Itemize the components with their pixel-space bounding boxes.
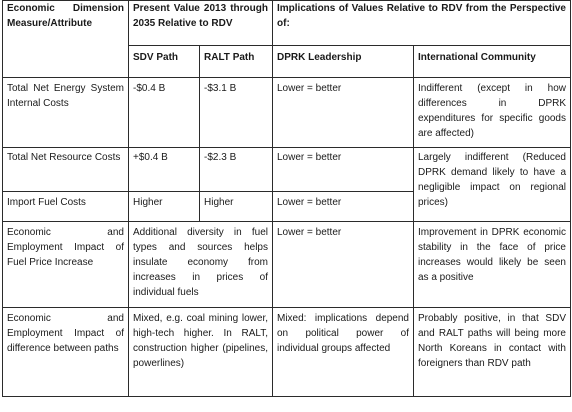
table-row [3,148,571,192]
row-measure: Economic and Employment Impact of Fuel Price Increase [3,222,129,308]
row-intl-implication: Largely indifferent (Reduced DPRK demand likely to have a negligible impact on regional prices) [414,148,571,222]
table-row [3,78,571,148]
row-measure: Total Net Resource Costs [3,148,129,192]
row-dprk-implication: Lower = better [273,192,414,222]
table-row [3,308,571,397]
header-ralt-path: RALT Path [200,46,273,78]
table-header-row [3,1,571,46]
row-dprk-implication: Lower = better [273,78,414,148]
row-ralt-value: -$2.3 B [200,148,273,192]
row-measure: Total Net Energy System Internal Costs [3,78,129,148]
row-intl-implication: Improvement in DPRK economic stability in the face of price increases would likely be seen as a positive [414,222,571,308]
row-sdv-ralt-value: Additional diversity in fuel types and sources helps insulate economy from increases in prices of individual fuels [129,222,273,308]
row-ralt-value: -$3.1 B [200,78,273,148]
header-international-community: International Community [414,46,571,78]
row-sdv-value: +$0.4 B [129,148,200,192]
row-measure: Import Fuel Costs [3,192,129,222]
row-measure: Economic and Employment Impact of difference between paths [3,308,129,397]
row-dprk-implication: Lower = better [273,222,414,308]
row-sdv-value: Higher [129,192,200,222]
row-sdv-ralt-value: Mixed, e.g. coal mining lower, high-tech higher. In RALT, construction higher (pipelines, powerlines) [129,308,273,397]
row-dprk-implication: Lower = better [273,148,414,192]
header-implications: Implications of Values Relative to RDV from the Perspective of: [273,1,571,46]
row-intl-implication: Indifferent (except in how differences in DPRK expenditures for specific goods are affected) [414,78,571,148]
row-sdv-value: -$0.4 B [129,78,200,148]
header-present-value: Present Value 2013 through 2035 Relative to RDV [129,1,273,46]
table-row [3,222,571,308]
row-dprk-implication: Mixed: implications depend on political power of individual groups affected [273,308,414,397]
header-measure: Economic Dimension Measure/Attribute [3,1,129,78]
row-ralt-value: Higher [200,192,273,222]
header-sdv-path: SDV Path [129,46,200,78]
row-intl-implication: Probably positive, in that SDV and RALT paths will being more North Koreans in contact with foreigners than RDV path [414,308,571,397]
economic-dimension-table [2,0,571,397]
header-dprk-leadership: DPRK Leadership [273,46,414,78]
